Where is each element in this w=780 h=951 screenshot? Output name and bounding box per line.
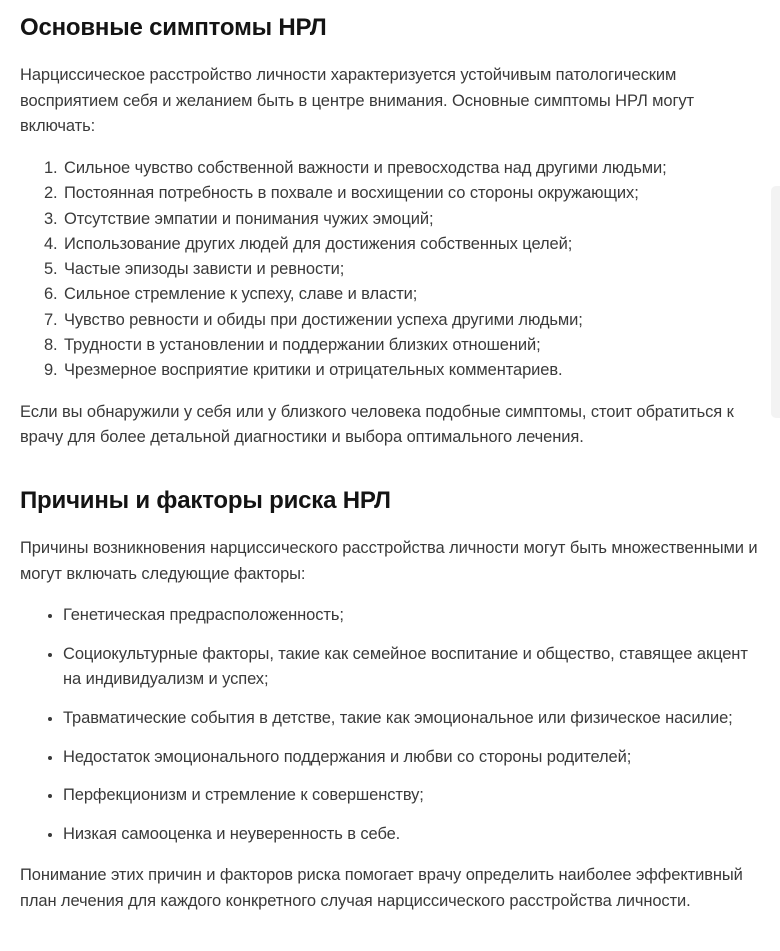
list-item: 2. Постоянная потребность в похвале и восхищении со стороны окружающих;: [62, 181, 760, 206]
causes-bullet-list: [20, 603, 760, 847]
scrollbar-thumb[interactable]: [771, 186, 780, 418]
list-item: • Социокультурные факторы, такие как семейное воспитание и общество, ставящее акцент на индивидуализм и успех;: [63, 642, 760, 693]
list-item: • Генетическая предрасположенность;: [63, 603, 760, 629]
list-item: 3. Отсутствие эмпатии и понимания чужих эмоций;: [62, 207, 760, 232]
list-item: 5. Частые эпизоды зависти и ревности;: [62, 257, 760, 282]
list-item: • Травматические события в детстве, такие как эмоциональное или физическое насилие;: [63, 706, 760, 732]
causes-intro-paragraph: Причины возникновения нарциссического расстройства личности могут быть множественными и могут включать следующие факторы:: [20, 539, 758, 583]
symptoms-intro-paragraph: Нарциссическое расстройство личности характеризуется устойчивым патологическим восприятием себя и желанием быть в центре внимания. Основные симптомы НРЛ могут включать:: [20, 66, 694, 136]
symptoms-outro-paragraph: Если вы обнаружили у себя или у близкого человека подобные симптомы, стоит обратиться к врачу для более детальной диагностики и выбора оптимального лечения.: [20, 402, 734, 447]
section-causes: [20, 485, 760, 915]
list-item: • Недостаток эмоционального поддержания и любви со стороны родителей;: [63, 745, 760, 771]
section-heading-symptoms: Основные симптомы НРЛ: [20, 14, 327, 41]
list-item: • Перфекционизм и стремление к совершенству;: [63, 783, 760, 809]
list-item: 4. Использование других людей для достижения собственных целей;: [62, 232, 760, 257]
list-item: 1. Сильное чувство собственной важности и превосходства над другими людьми;: [62, 156, 760, 181]
causes-outro-paragraph: Понимание этих причин и факторов риска помогает врачу определить наиболее эффективный план лечения для каждого конкретного случая нарциссического расстройства личности.: [20, 866, 743, 910]
list-item: 7. Чувство ревности и обиды при достижении успеха другими людьми;: [62, 308, 760, 333]
list-item: 8. Трудности в установлении и поддержании близких отношений;: [62, 333, 760, 358]
list-item: • Низкая самооценка и неуверенность в себе.: [63, 822, 760, 848]
list-item: 6. Сильное стремление к успеху, славе и власти;: [62, 282, 760, 307]
section-heading-causes: Причины и факторы риска НРЛ: [20, 486, 391, 514]
section-symptoms: [20, 12, 760, 451]
symptoms-ordered-list: [20, 156, 760, 384]
list-item: 9. Чрезмерное восприятие критики и отрицательных комментариев.: [62, 358, 760, 383]
